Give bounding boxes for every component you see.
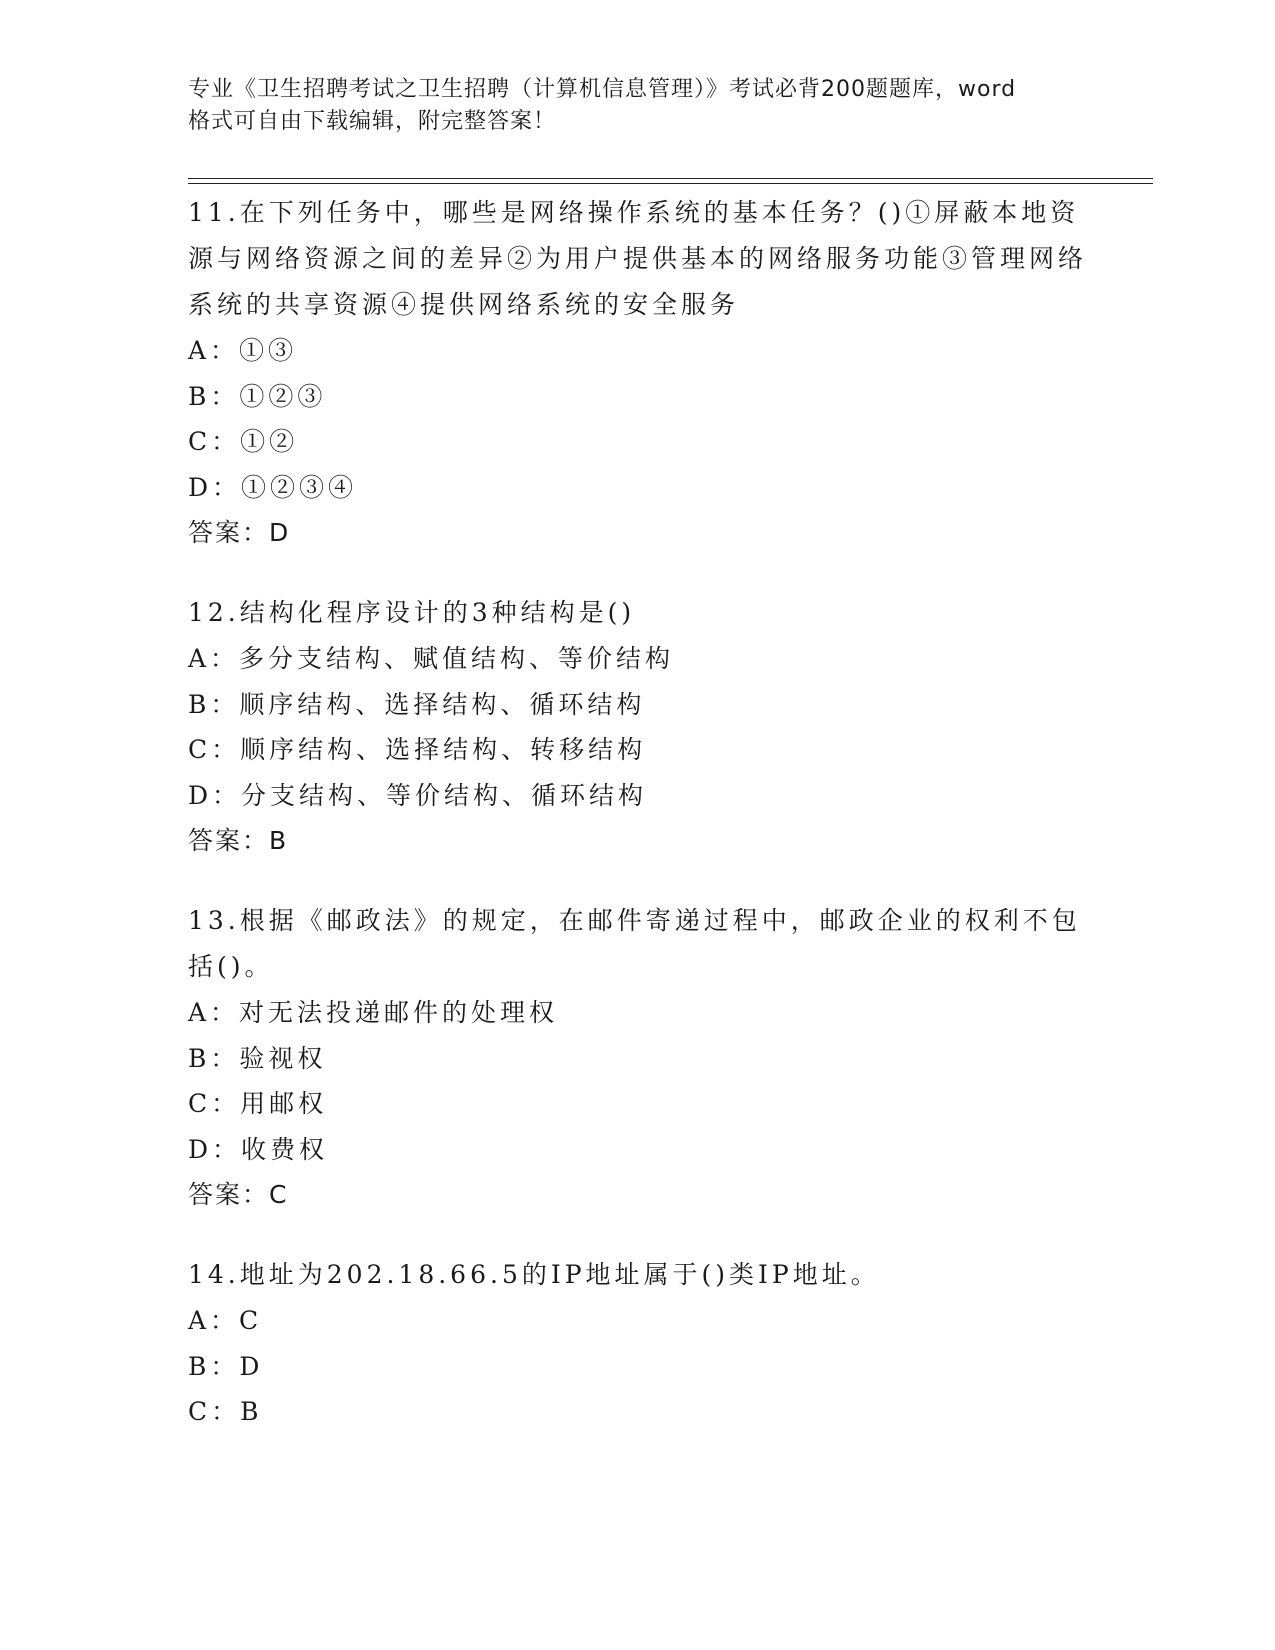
option-b: B：顺序结构、选择结构、循环结构 [188, 689, 646, 719]
option-b: B：①②③ [188, 381, 327, 411]
option-c: C：用邮权 [188, 1089, 328, 1118]
option-c: C：B [188, 1397, 263, 1426]
option-b: B：验视权 [188, 1043, 327, 1073]
option-c: C：顺序结构、选择结构、转移结构 [188, 735, 647, 764]
option-d: D：①②③④ [188, 472, 358, 502]
header-line-2: 格式可自由下载编辑，附完整答案！ [188, 109, 557, 134]
option-b: B：D [188, 1351, 264, 1381]
header-divider-bottom [188, 183, 1153, 184]
option-d: D：收费权 [188, 1134, 329, 1164]
question-12 [188, 590, 1088, 864]
question-13 [188, 898, 1088, 1218]
question-stem: 11.在下列任务中，哪些是网络操作系统的基本任务？()①屏蔽本地资源与网络资源之间的差异②为用户提供基本的网络服务功能③管理网络系统的共享资源④提供网络系统的安全服务 [188, 198, 1088, 319]
option-a: A：①③ [188, 336, 298, 365]
option-d: D：分支结构、等价结构、循环结构 [188, 780, 648, 810]
option-a: A：C [188, 1306, 263, 1335]
question-list [188, 186, 1088, 1469]
question-stem: 13.根据《邮政法》的规定，在邮件寄递过程中，邮政企业的权利不包括()。 [188, 906, 1081, 981]
answer: 答案：B [188, 826, 289, 855]
header-divider-top [188, 178, 1153, 179]
question-stem: 12.结构化程序设计的3种结构是() [188, 598, 636, 627]
document-header [188, 74, 1088, 138]
answer: 答案：C [188, 1180, 289, 1209]
option-c: C：①② [188, 427, 299, 456]
option-a: A：多分支结构、赋值结构、等价结构 [188, 644, 675, 673]
answer: 答案：D [188, 518, 291, 547]
question-11 [188, 190, 1088, 556]
question-14 [188, 1252, 1088, 1435]
header-line-1: 专业《卫生招聘考试之卫生招聘（计算机信息管理）》考试必背200题题库，word [188, 77, 1017, 102]
question-stem: 14.地址为202.18.66.5的IP地址属于()类IP地址。 [188, 1260, 880, 1289]
option-a: A：对无法投递邮件的处理权 [188, 998, 559, 1027]
